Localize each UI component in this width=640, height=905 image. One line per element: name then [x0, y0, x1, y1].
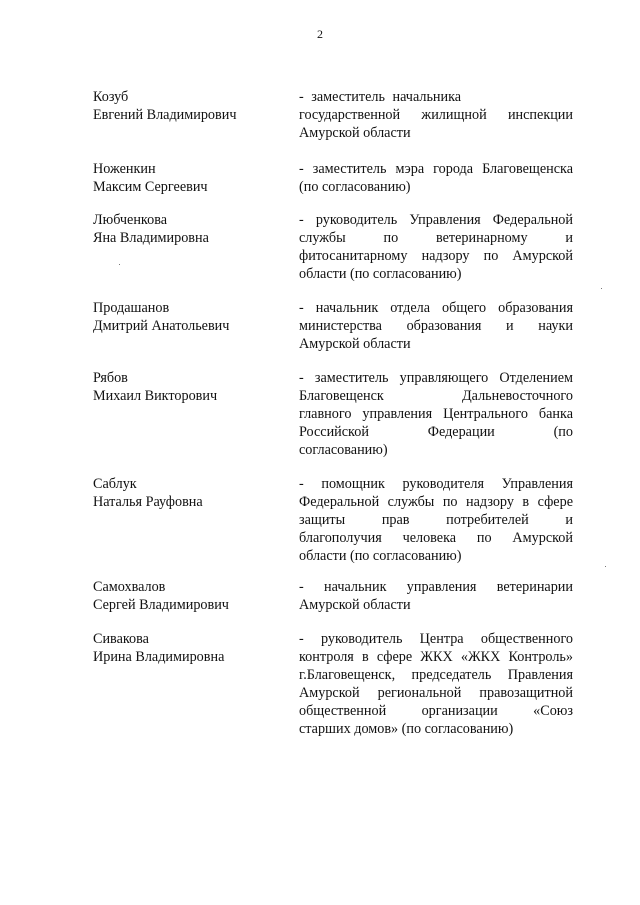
surname: Любченкова	[93, 212, 167, 228]
given-names: Максим Сергеевич	[93, 179, 208, 195]
given-names: Яна Владимировна	[93, 230, 209, 246]
role-line: контроля в сфере ЖКХ «ЖКХ Контроль»	[299, 649, 573, 665]
position-description	[299, 211, 573, 283]
person-name	[93, 299, 283, 335]
role-line: (по согласованию)	[299, 179, 411, 195]
given-names: Наталья Рауфовна	[93, 494, 203, 510]
person-name	[93, 475, 283, 511]
role-line: г.Благовещенск, председатель Правления	[299, 667, 573, 683]
scan-speck	[119, 264, 120, 265]
person-name	[93, 160, 283, 196]
scan-speck	[601, 288, 602, 289]
role-line: - заместитель начальника	[299, 89, 462, 105]
role-line: - начальник управления ветеринарии	[299, 579, 573, 595]
role-line: благополучия человека по Амурской	[299, 530, 573, 546]
scan-speck	[605, 566, 606, 567]
surname: Козуб	[93, 89, 129, 105]
role-line: государственной жилищной инспекции	[299, 107, 573, 123]
person-name	[93, 630, 283, 666]
role-line: Амурской области	[299, 597, 411, 613]
role-line: Амурской области	[299, 336, 411, 352]
surname: Рябов	[93, 370, 128, 386]
position-description	[299, 160, 573, 196]
given-names: Евгений Владимирович	[93, 107, 237, 123]
position-description	[299, 299, 573, 353]
person-name	[93, 578, 283, 614]
role-line: старших домов» (по согласованию)	[299, 721, 514, 737]
surname: Самохвалов	[93, 579, 166, 595]
person-name	[93, 88, 283, 124]
surname: Ноженкин	[93, 161, 156, 177]
role-line: - руководитель Центра общественного	[299, 631, 573, 647]
person-name	[93, 369, 283, 405]
role-line: министерства образования и науки	[299, 318, 573, 334]
page-number: 2	[317, 27, 323, 41]
role-line: согласованию)	[299, 442, 388, 458]
surname: Продашанов	[93, 300, 170, 316]
role-line: главного управления Центрального банка	[299, 406, 573, 422]
position-description	[299, 630, 573, 738]
role-line: Российской Федерации (по	[299, 424, 573, 440]
position-description	[299, 88, 573, 142]
role-line: Амурской области	[299, 125, 411, 141]
person-name	[93, 211, 283, 247]
role-line: области (по согласованию)	[299, 266, 462, 282]
role-line: защиты прав потребителей и	[299, 512, 573, 528]
position-description	[299, 369, 573, 459]
role-line: - заместитель управляющего Отделением	[299, 370, 573, 386]
role-line: Амурской региональной правозащитной	[299, 685, 573, 701]
role-line: - помощник руководителя Управления	[299, 476, 573, 492]
role-line: - заместитель мэра города Благовещенска	[299, 161, 573, 177]
given-names: Сергей Владимирович	[93, 597, 229, 613]
role-line: Федеральной службы по надзору в сфере	[299, 494, 573, 510]
role-line: Благовещенск Дальневосточного	[299, 388, 573, 404]
position-description	[299, 578, 573, 614]
given-names: Ирина Владимировна	[93, 649, 225, 665]
surname: Сивакова	[93, 631, 149, 647]
given-names: Михаил Викторович	[93, 388, 218, 404]
role-line: службы по ветеринарному и	[299, 230, 573, 246]
given-names: Дмитрий Анатольевич	[93, 318, 230, 334]
role-line: области (по согласованию)	[299, 548, 462, 564]
role-line: - начальник отдела общего образования	[299, 300, 573, 316]
role-line: общественной организации «Союз	[299, 703, 573, 719]
role-line: фитосанитарному надзору по Амурской	[299, 248, 573, 264]
position-description	[299, 475, 573, 565]
surname: Саблук	[93, 476, 137, 492]
role-line: - руководитель Управления Федеральной	[299, 212, 573, 228]
